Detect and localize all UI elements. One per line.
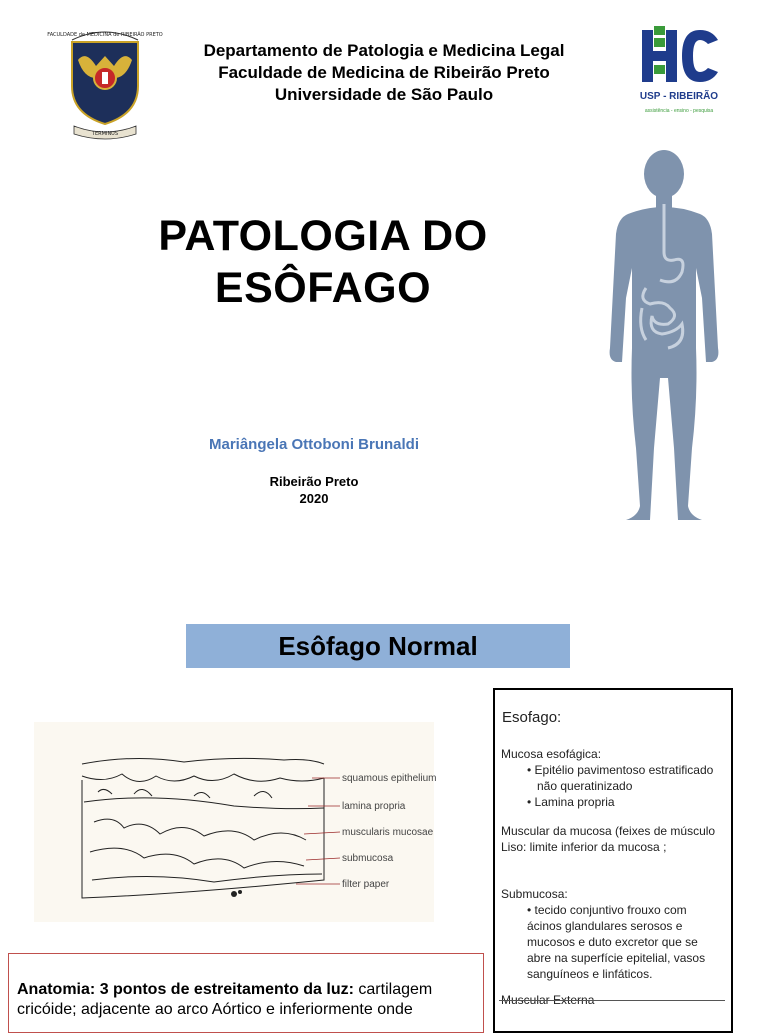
esophagus-histology-figure [34,722,437,922]
submucosa-heading: Submucosa: [501,887,568,901]
presentation-title [100,210,546,314]
mucosa-bullet-epitelio: • Epitélio pavimentoso estratificado não queratinizado [527,763,714,793]
department-header [150,40,618,106]
hc-tagline: assistência - ensino - pesquisa [644,108,714,114]
location-date [214,473,414,507]
section-banner: Esôfago Normal [186,624,570,668]
label-lamina-propria: lamina propria [342,801,406,812]
dept-line-2: Faculdade de Medicina de Ribeirão Preto [218,63,550,82]
anatomy-text: cartilagem cricóide; adjacente ao arco Aórtico e inferiormente onde [17,981,433,1018]
label-muscularis-mucosae: muscularis mucosae [342,827,434,838]
title-line-2: ESÔFAGO [214,264,432,312]
label-squamous-epithelium: squamous epithelium [342,773,437,784]
year-text: 2020 [299,491,329,506]
mucosa-bullet-lamina: • Lamina propria [527,795,615,809]
submucosa-bullet-line1: • tecido conjuntivo frouxo com [527,903,687,917]
label-filter-paper: filter paper [342,879,390,890]
title-line-1: PATOLOGIA DO [158,212,488,260]
city-text: Ribeirão Preto [269,474,359,489]
anatomy-text-box [8,953,484,1033]
muscular-externa: Muscular Externa [501,993,595,1007]
dept-line-3: Universidade de São Paulo [274,85,494,104]
muscular-da-mucosa: Muscular da mucosa (feixes de músculo Liso: limite inferior da mucosa ; [501,824,716,854]
human-body-digestive-illustration [598,148,726,528]
dept-line-1: Departamento de Patologia e Medicina Legal [203,41,565,60]
hc-subtitle: USP - RIBEIRÃO [639,91,719,102]
crest-top-text: FACULDADE de MEDICINA de RIBEIRÃO PRETO [47,32,163,38]
anatomy-bold-text: 3 pontos de estreitamento da luz: [99,981,354,998]
anatomy-label: Anatomia: [17,981,96,998]
crest-motto: TERMINUS [91,131,119,137]
notes-title: Esofago: [502,709,562,726]
submucosa-bullet-rest: ácinos glandulares serosos e mucosos e duto excretor que se abre na superfície epitelial, vasos sanguíneos e linfáticos. [527,919,706,981]
mucosa-heading: Mucosa esofágica: [501,747,602,761]
author-name: Mariângela Ottoboni Brunaldi [208,436,419,453]
hc-usp-logo [636,24,722,118]
fmrp-crest-logo [47,26,163,142]
label-submucosa: submucosa [342,853,394,864]
esophagus-notes-box [493,688,733,1033]
notes-divider [499,1000,725,1001]
